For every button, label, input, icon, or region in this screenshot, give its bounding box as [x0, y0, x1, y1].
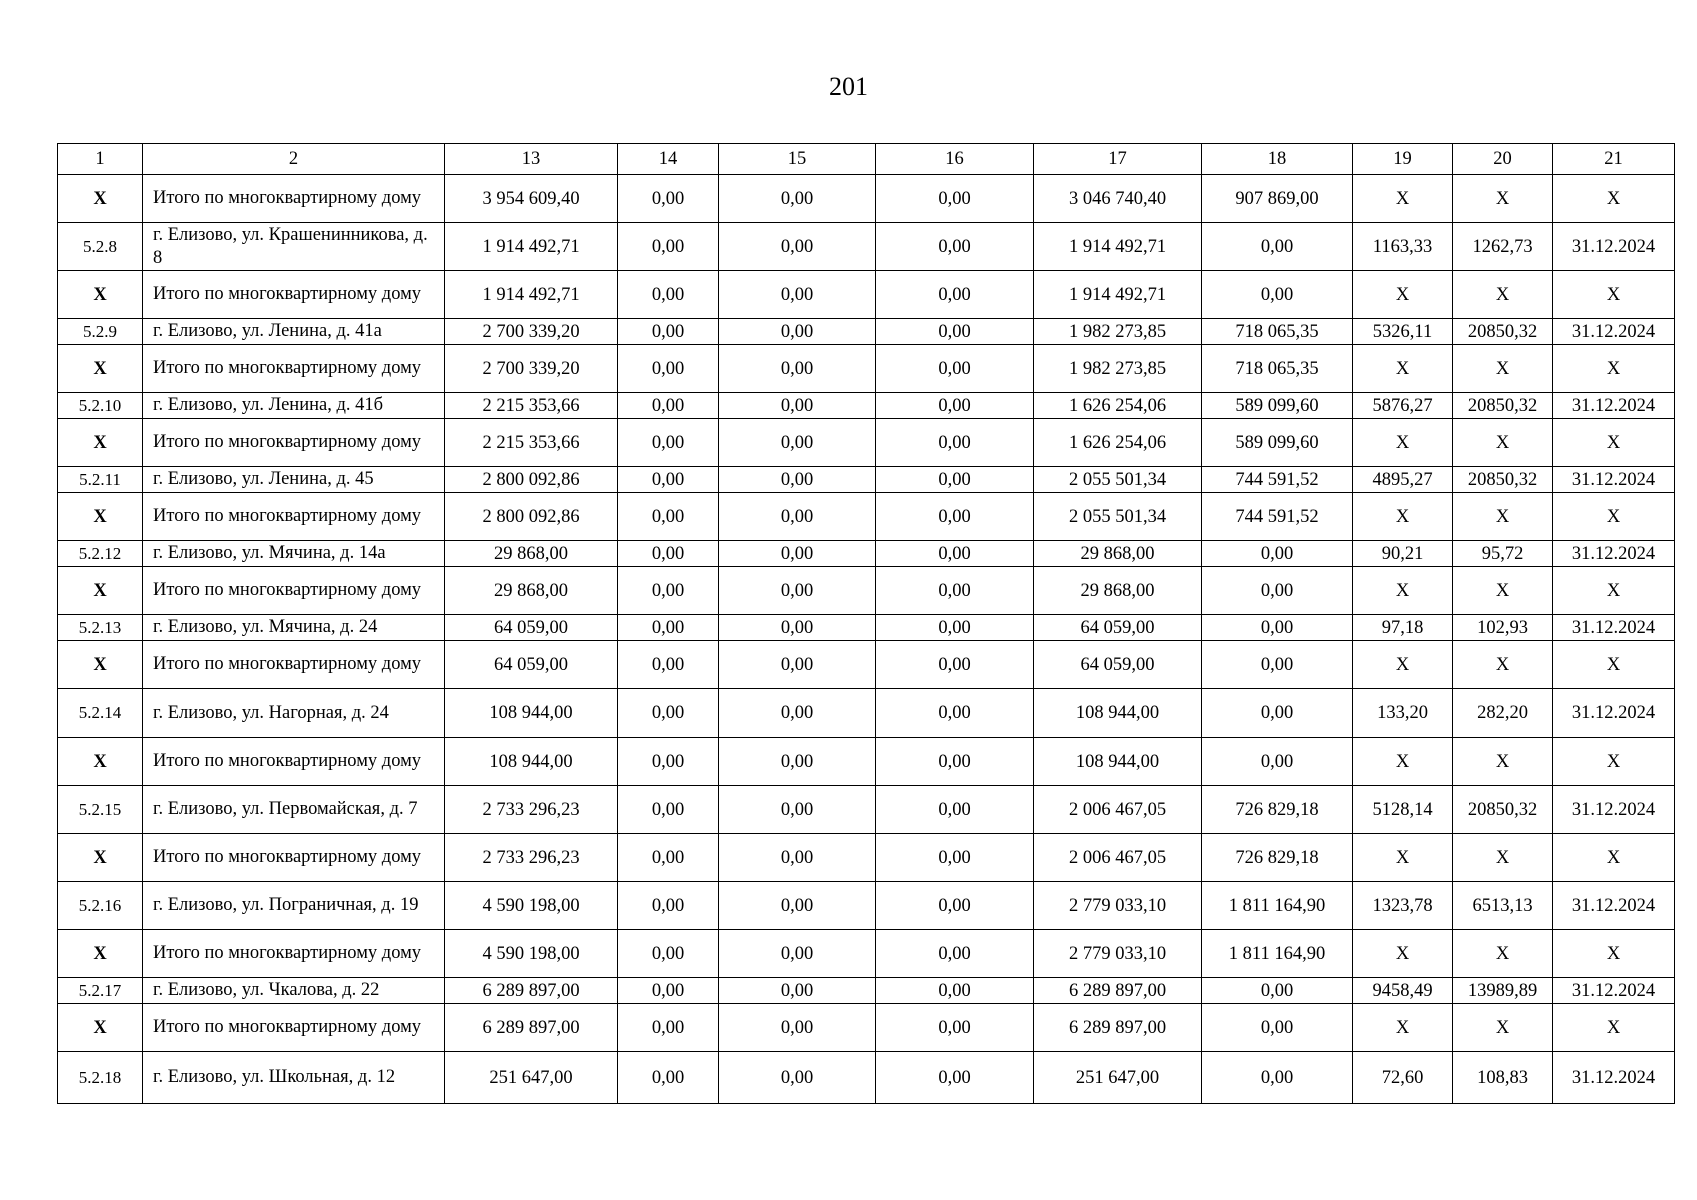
- cell-col-21: X: [1553, 271, 1675, 319]
- cell-col-20: 102,93: [1453, 615, 1553, 641]
- cell-col-21: 31.12.2024: [1553, 393, 1675, 419]
- address: Итого по многоквартирному дому: [143, 1004, 445, 1052]
- cell-col-17: 64 059,00: [1034, 615, 1202, 641]
- cell-col-16: 0,00: [876, 689, 1034, 738]
- cell-col-20: 282,20: [1453, 689, 1553, 738]
- cell-col-17: 1 626 254,06: [1034, 419, 1202, 467]
- cell-col-19: 72,60: [1353, 1052, 1453, 1104]
- cell-col-14: 0,00: [618, 319, 719, 345]
- total-row: [58, 271, 1675, 319]
- address: Итого по многоквартирному дому: [143, 175, 445, 223]
- cell-col-16: 0,00: [876, 930, 1034, 978]
- cell-col-19: 1323,78: [1353, 882, 1453, 930]
- cell-col-15: 0,00: [719, 541, 876, 567]
- cell-col-18: 1 811 164,90: [1202, 930, 1353, 978]
- cell-col-21: 31.12.2024: [1553, 978, 1675, 1004]
- cell-col-13: 251 647,00: [445, 1052, 618, 1104]
- cell-col-13: 4 590 198,00: [445, 882, 618, 930]
- item-code: X: [58, 1004, 143, 1052]
- cell-col-13: 6 289 897,00: [445, 978, 618, 1004]
- total-row: [58, 641, 1675, 689]
- cell-col-17: 2 779 033,10: [1034, 930, 1202, 978]
- cell-col-15: 0,00: [719, 1052, 876, 1104]
- cell-col-18: 744 591,52: [1202, 493, 1353, 541]
- table-row: [58, 223, 1675, 271]
- cell-col-14: 0,00: [618, 393, 719, 419]
- data-table: [57, 143, 1675, 1104]
- cell-col-15: 0,00: [719, 467, 876, 493]
- cell-col-14: 0,00: [618, 1004, 719, 1052]
- cell-col-14: 0,00: [618, 541, 719, 567]
- cell-col-18: 718 065,35: [1202, 319, 1353, 345]
- cell-col-13: 2 215 353,66: [445, 393, 618, 419]
- address: Итого по многоквартирному дому: [143, 567, 445, 615]
- cell-col-15: 0,00: [719, 419, 876, 467]
- cell-col-20: X: [1453, 345, 1553, 393]
- cell-col-21: 31.12.2024: [1553, 319, 1675, 345]
- cell-col-16: 0,00: [876, 419, 1034, 467]
- cell-col-18: 0,00: [1202, 738, 1353, 786]
- cell-col-15: 0,00: [719, 345, 876, 393]
- item-code: 5.2.10: [58, 393, 143, 419]
- cell-col-19: 9458,49: [1353, 978, 1453, 1004]
- column-number: 14: [618, 144, 719, 175]
- cell-col-21: 31.12.2024: [1553, 541, 1675, 567]
- cell-col-14: 0,00: [618, 834, 719, 882]
- cell-col-21: 31.12.2024: [1553, 689, 1675, 738]
- cell-col-19: 1163,33: [1353, 223, 1453, 271]
- cell-col-18: 0,00: [1202, 615, 1353, 641]
- total-row: [58, 345, 1675, 393]
- column-number: 18: [1202, 144, 1353, 175]
- cell-col-18: 0,00: [1202, 567, 1353, 615]
- cell-col-18: 726 829,18: [1202, 834, 1353, 882]
- cell-col-18: 0,00: [1202, 271, 1353, 319]
- cell-col-17: 2 055 501,34: [1034, 493, 1202, 541]
- table-row: [58, 1052, 1675, 1104]
- total-row: [58, 175, 1675, 223]
- header-row: [58, 144, 1675, 175]
- cell-col-14: 0,00: [618, 738, 719, 786]
- cell-col-18: 1 811 164,90: [1202, 882, 1353, 930]
- cell-col-21: 31.12.2024: [1553, 882, 1675, 930]
- cell-col-14: 0,00: [618, 786, 719, 834]
- item-code: 5.2.13: [58, 615, 143, 641]
- cell-col-13: 2 733 296,23: [445, 834, 618, 882]
- cell-col-14: 0,00: [618, 978, 719, 1004]
- total-row: [58, 419, 1675, 467]
- cell-col-20: 6513,13: [1453, 882, 1553, 930]
- item-code: X: [58, 567, 143, 615]
- cell-col-16: 0,00: [876, 615, 1034, 641]
- total-row: [58, 738, 1675, 786]
- item-code: 5.2.14: [58, 689, 143, 738]
- address: г. Елизово, ул. Ленина, д. 45: [143, 467, 445, 493]
- address: Итого по многоквартирному дому: [143, 834, 445, 882]
- cell-col-13: 29 868,00: [445, 567, 618, 615]
- cell-col-20: X: [1453, 175, 1553, 223]
- cell-col-17: 2 779 033,10: [1034, 882, 1202, 930]
- cell-col-15: 0,00: [719, 834, 876, 882]
- address: Итого по многоквартирному дому: [143, 738, 445, 786]
- cell-col-14: 0,00: [618, 271, 719, 319]
- cell-col-19: 5876,27: [1353, 393, 1453, 419]
- cell-col-13: 108 944,00: [445, 689, 618, 738]
- cell-col-20: X: [1453, 738, 1553, 786]
- cell-col-13: 2 700 339,20: [445, 345, 618, 393]
- cell-col-16: 0,00: [876, 345, 1034, 393]
- cell-col-21: 31.12.2024: [1553, 467, 1675, 493]
- cell-col-14: 0,00: [618, 1052, 719, 1104]
- cell-col-19: X: [1353, 567, 1453, 615]
- cell-col-20: X: [1453, 419, 1553, 467]
- cell-col-17: 3 046 740,40: [1034, 175, 1202, 223]
- cell-col-19: X: [1353, 271, 1453, 319]
- cell-col-21: X: [1553, 493, 1675, 541]
- cell-col-13: 2 215 353,66: [445, 419, 618, 467]
- cell-col-21: X: [1553, 1004, 1675, 1052]
- cell-col-18: 589 099,60: [1202, 419, 1353, 467]
- cell-col-20: X: [1453, 271, 1553, 319]
- cell-col-16: 0,00: [876, 786, 1034, 834]
- cell-col-16: 0,00: [876, 1004, 1034, 1052]
- cell-col-17: 29 868,00: [1034, 541, 1202, 567]
- cell-col-20: 108,83: [1453, 1052, 1553, 1104]
- cell-col-15: 0,00: [719, 689, 876, 738]
- item-code: X: [58, 271, 143, 319]
- cell-col-18: 907 869,00: [1202, 175, 1353, 223]
- cell-col-16: 0,00: [876, 467, 1034, 493]
- cell-col-16: 0,00: [876, 641, 1034, 689]
- cell-col-16: 0,00: [876, 223, 1034, 271]
- cell-col-15: 0,00: [719, 175, 876, 223]
- cell-col-20: 95,72: [1453, 541, 1553, 567]
- table-row: [58, 978, 1675, 1004]
- cell-col-21: X: [1553, 834, 1675, 882]
- page-number: 201: [829, 72, 868, 101]
- total-row: [58, 1004, 1675, 1052]
- cell-col-14: 0,00: [618, 930, 719, 978]
- cell-col-17: 251 647,00: [1034, 1052, 1202, 1104]
- cell-col-18: 0,00: [1202, 978, 1353, 1004]
- cell-col-19: X: [1353, 930, 1453, 978]
- cell-col-18: 0,00: [1202, 641, 1353, 689]
- table-row: [58, 319, 1675, 345]
- column-number: 13: [445, 144, 618, 175]
- cell-col-13: 29 868,00: [445, 541, 618, 567]
- cell-col-15: 0,00: [719, 930, 876, 978]
- cell-col-21: X: [1553, 567, 1675, 615]
- cell-col-14: 0,00: [618, 641, 719, 689]
- cell-col-21: X: [1553, 345, 1675, 393]
- cell-col-16: 0,00: [876, 978, 1034, 1004]
- item-code: X: [58, 419, 143, 467]
- cell-col-17: 1 982 273,85: [1034, 345, 1202, 393]
- address: г. Елизово, ул. Школьная, д. 12: [143, 1052, 445, 1104]
- cell-col-18: 718 065,35: [1202, 345, 1353, 393]
- column-number: 2: [143, 144, 445, 175]
- cell-col-14: 0,00: [618, 493, 719, 541]
- table-row: [58, 689, 1675, 738]
- cell-col-13: 2 700 339,20: [445, 319, 618, 345]
- address: Итого по многоквартирному дому: [143, 641, 445, 689]
- column-number: 15: [719, 144, 876, 175]
- column-number: 16: [876, 144, 1034, 175]
- cell-col-17: 1 982 273,85: [1034, 319, 1202, 345]
- cell-col-16: 0,00: [876, 834, 1034, 882]
- cell-col-14: 0,00: [618, 175, 719, 223]
- cell-col-16: 0,00: [876, 175, 1034, 223]
- cell-col-13: 3 954 609,40: [445, 175, 618, 223]
- cell-col-15: 0,00: [719, 271, 876, 319]
- cell-col-18: 0,00: [1202, 1052, 1353, 1104]
- cell-col-15: 0,00: [719, 978, 876, 1004]
- cell-col-14: 0,00: [618, 467, 719, 493]
- total-row: [58, 493, 1675, 541]
- cell-col-20: X: [1453, 1004, 1553, 1052]
- column-number: 19: [1353, 144, 1453, 175]
- cell-col-15: 0,00: [719, 393, 876, 419]
- address: г. Елизово, ул. Нагорная, д. 24: [143, 689, 445, 738]
- cell-col-16: 0,00: [876, 541, 1034, 567]
- cell-col-17: 1 626 254,06: [1034, 393, 1202, 419]
- item-code: 5.2.16: [58, 882, 143, 930]
- cell-col-13: 1 914 492,71: [445, 223, 618, 271]
- cell-col-17: 1 914 492,71: [1034, 223, 1202, 271]
- item-code: X: [58, 345, 143, 393]
- cell-col-13: 6 289 897,00: [445, 1004, 618, 1052]
- item-code: 5.2.8: [58, 223, 143, 271]
- table-row: [58, 467, 1675, 493]
- cell-col-16: 0,00: [876, 393, 1034, 419]
- cell-col-17: 108 944,00: [1034, 738, 1202, 786]
- address: Итого по многоквартирному дому: [143, 419, 445, 467]
- cell-col-21: 31.12.2024: [1553, 223, 1675, 271]
- cell-col-19: X: [1353, 419, 1453, 467]
- address: Итого по многоквартирному дому: [143, 271, 445, 319]
- cell-col-20: X: [1453, 493, 1553, 541]
- item-code: 5.2.11: [58, 467, 143, 493]
- cell-col-19: 90,21: [1353, 541, 1453, 567]
- cell-col-15: 0,00: [719, 615, 876, 641]
- address: г. Елизово, ул. Мячина, д. 24: [143, 615, 445, 641]
- cell-col-20: X: [1453, 641, 1553, 689]
- cell-col-19: X: [1353, 738, 1453, 786]
- cell-col-19: 5128,14: [1353, 786, 1453, 834]
- cell-col-19: 4895,27: [1353, 467, 1453, 493]
- address: г. Елизово, ул. Пограничная, д. 19: [143, 882, 445, 930]
- address: Итого по многоквартирному дому: [143, 930, 445, 978]
- cell-col-20: 20850,32: [1453, 786, 1553, 834]
- address: Итого по многоквартирному дому: [143, 493, 445, 541]
- cell-col-17: 29 868,00: [1034, 567, 1202, 615]
- address: Итого по многоквартирному дому: [143, 345, 445, 393]
- table-row: [58, 541, 1675, 567]
- address: г. Елизово, ул. Крашенинникова, д. 8: [143, 223, 445, 271]
- column-number: 21: [1553, 144, 1675, 175]
- item-code: X: [58, 834, 143, 882]
- cell-col-15: 0,00: [719, 641, 876, 689]
- address: г. Елизово, ул. Первомайская, д. 7: [143, 786, 445, 834]
- cell-col-20: 13989,89: [1453, 978, 1553, 1004]
- item-code: X: [58, 493, 143, 541]
- column-number: 17: [1034, 144, 1202, 175]
- cell-col-17: 6 289 897,00: [1034, 978, 1202, 1004]
- cell-col-14: 0,00: [618, 615, 719, 641]
- cell-col-19: 97,18: [1353, 615, 1453, 641]
- cell-col-14: 0,00: [618, 689, 719, 738]
- cell-col-21: X: [1553, 419, 1675, 467]
- cell-col-18: 0,00: [1202, 541, 1353, 567]
- item-code: X: [58, 641, 143, 689]
- item-code: X: [58, 930, 143, 978]
- cell-col-17: 64 059,00: [1034, 641, 1202, 689]
- cell-col-19: X: [1353, 493, 1453, 541]
- cell-col-19: X: [1353, 1004, 1453, 1052]
- address: г. Елизово, ул. Мячина, д. 14а: [143, 541, 445, 567]
- cell-col-17: 2 006 467,05: [1034, 786, 1202, 834]
- cell-col-18: 0,00: [1202, 223, 1353, 271]
- cell-col-15: 0,00: [719, 882, 876, 930]
- column-number: 20: [1453, 144, 1553, 175]
- cell-col-16: 0,00: [876, 882, 1034, 930]
- total-row: [58, 567, 1675, 615]
- item-code: 5.2.18: [58, 1052, 143, 1104]
- cell-col-21: X: [1553, 641, 1675, 689]
- cell-col-20: X: [1453, 834, 1553, 882]
- cell-col-15: 0,00: [719, 738, 876, 786]
- cell-col-18: 0,00: [1202, 1004, 1353, 1052]
- cell-col-20: 1262,73: [1453, 223, 1553, 271]
- cell-col-17: 2 006 467,05: [1034, 834, 1202, 882]
- cell-col-15: 0,00: [719, 223, 876, 271]
- item-code: X: [58, 738, 143, 786]
- cell-col-15: 0,00: [719, 493, 876, 541]
- cell-col-13: 2 800 092,86: [445, 467, 618, 493]
- cell-col-19: 133,20: [1353, 689, 1453, 738]
- cell-col-13: 2 800 092,86: [445, 493, 618, 541]
- total-row: [58, 930, 1675, 978]
- cell-col-16: 0,00: [876, 319, 1034, 345]
- cell-col-19: X: [1353, 834, 1453, 882]
- item-code: 5.2.9: [58, 319, 143, 345]
- cell-col-17: 1 914 492,71: [1034, 271, 1202, 319]
- cell-col-19: 5326,11: [1353, 319, 1453, 345]
- cell-col-20: 20850,32: [1453, 467, 1553, 493]
- cell-col-13: 108 944,00: [445, 738, 618, 786]
- cell-col-13: 64 059,00: [445, 641, 618, 689]
- cell-col-20: 20850,32: [1453, 393, 1553, 419]
- cell-col-16: 0,00: [876, 493, 1034, 541]
- total-row: [58, 834, 1675, 882]
- cell-col-14: 0,00: [618, 223, 719, 271]
- cell-col-21: 31.12.2024: [1553, 615, 1675, 641]
- cell-col-21: 31.12.2024: [1553, 1052, 1675, 1104]
- item-code: 5.2.17: [58, 978, 143, 1004]
- cell-col-19: X: [1353, 175, 1453, 223]
- item-code: 5.2.15: [58, 786, 143, 834]
- table-row: [58, 615, 1675, 641]
- table-row: [58, 393, 1675, 419]
- address: г. Елизово, ул. Чкалова, д. 22: [143, 978, 445, 1004]
- cell-col-19: X: [1353, 641, 1453, 689]
- cell-col-13: 4 590 198,00: [445, 930, 618, 978]
- cell-col-17: 6 289 897,00: [1034, 1004, 1202, 1052]
- cell-col-20: 20850,32: [1453, 319, 1553, 345]
- cell-col-13: 1 914 492,71: [445, 271, 618, 319]
- table-row: [58, 882, 1675, 930]
- cell-col-20: X: [1453, 930, 1553, 978]
- cell-col-20: X: [1453, 567, 1553, 615]
- cell-col-21: X: [1553, 738, 1675, 786]
- address: г. Елизово, ул. Ленина, д. 41а: [143, 319, 445, 345]
- cell-col-17: 2 055 501,34: [1034, 467, 1202, 493]
- cell-col-15: 0,00: [719, 1004, 876, 1052]
- cell-col-15: 0,00: [719, 567, 876, 615]
- table-body: [58, 144, 1675, 1104]
- cell-col-18: 589 099,60: [1202, 393, 1353, 419]
- cell-col-17: 108 944,00: [1034, 689, 1202, 738]
- cell-col-14: 0,00: [618, 567, 719, 615]
- cell-col-16: 0,00: [876, 567, 1034, 615]
- cell-col-14: 0,00: [618, 419, 719, 467]
- cell-col-16: 0,00: [876, 271, 1034, 319]
- cell-col-21: 31.12.2024: [1553, 786, 1675, 834]
- item-code: 5.2.12: [58, 541, 143, 567]
- cell-col-14: 0,00: [618, 345, 719, 393]
- cell-col-13: 64 059,00: [445, 615, 618, 641]
- cell-col-14: 0,00: [618, 882, 719, 930]
- cell-col-21: X: [1553, 930, 1675, 978]
- address: г. Елизово, ул. Ленина, д. 41б: [143, 393, 445, 419]
- cell-col-16: 0,00: [876, 738, 1034, 786]
- item-code: X: [58, 175, 143, 223]
- cell-col-15: 0,00: [719, 786, 876, 834]
- cell-col-18: 0,00: [1202, 689, 1353, 738]
- cell-col-19: X: [1353, 345, 1453, 393]
- cell-col-21: X: [1553, 175, 1675, 223]
- cell-col-16: 0,00: [876, 1052, 1034, 1104]
- cell-col-13: 2 733 296,23: [445, 786, 618, 834]
- cell-col-15: 0,00: [719, 319, 876, 345]
- cell-col-18: 744 591,52: [1202, 467, 1353, 493]
- column-number: 1: [58, 144, 143, 175]
- cell-col-18: 726 829,18: [1202, 786, 1353, 834]
- table-row: [58, 786, 1675, 834]
